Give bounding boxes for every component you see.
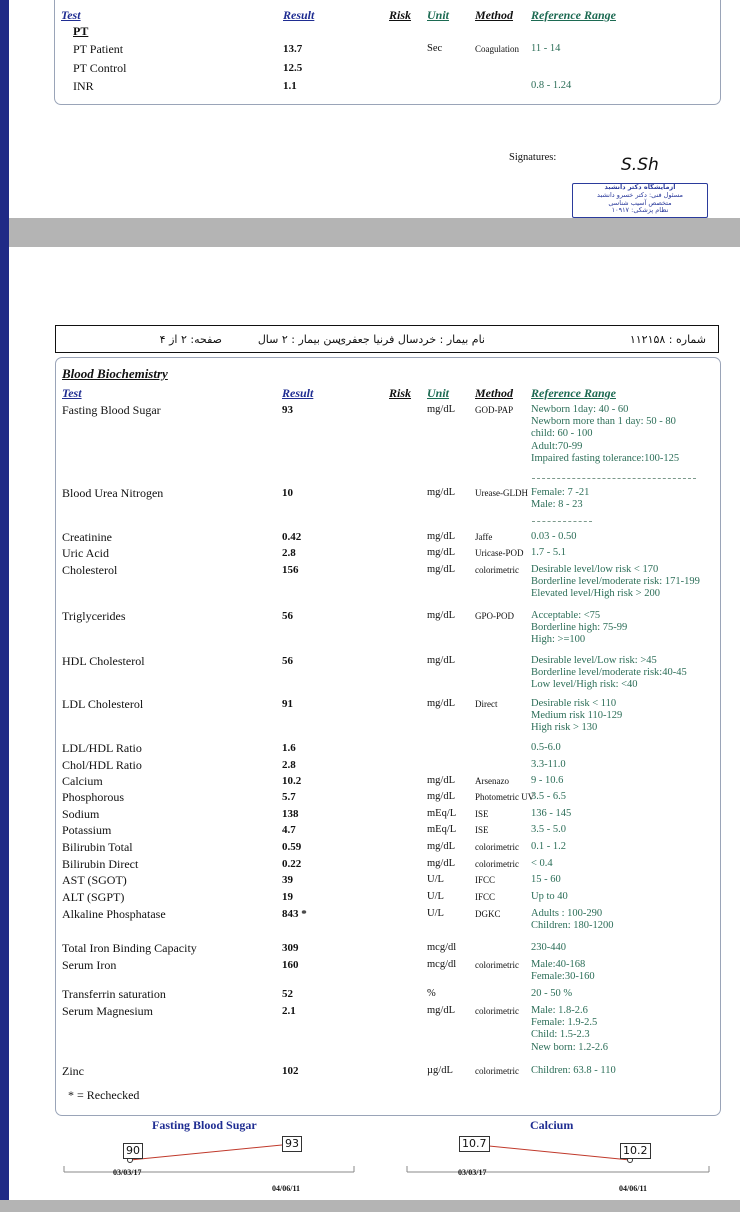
test-reference-line: Male:40-168 <box>531 959 586 970</box>
test-unit: mg/dL <box>427 655 455 666</box>
trend-line <box>130 1144 292 1160</box>
test-method: colorimetric <box>475 565 519 575</box>
test-unit: mg/dL <box>427 404 455 415</box>
test-unit: mg/dL <box>427 1005 455 1016</box>
test-result: 1.1 <box>283 80 297 92</box>
test-reference-line: Children: 63.8 - 110 <box>531 1065 616 1076</box>
trend-value-label: 10.2 <box>620 1143 651 1159</box>
col-unit-header: Unit <box>427 8 450 22</box>
col-result-header: Result <box>282 386 314 400</box>
test-name: Fasting Blood Sugar <box>62 403 161 417</box>
test-method: IFCC <box>475 875 496 885</box>
test-reference-line: Male: 1.8-2.6 <box>531 1005 588 1016</box>
test-result: 91 <box>282 698 293 710</box>
test-result: 2.8 <box>282 759 296 771</box>
col-risk-header: Risk <box>389 8 412 22</box>
window-left-border <box>0 0 9 1200</box>
test-reference-line: High: >=100 <box>531 634 586 646</box>
test-unit: mg/dL <box>427 531 455 542</box>
trend-title-calcium: Calcium <box>530 1118 574 1132</box>
col-test-header: Test <box>61 8 81 22</box>
test-method: colorimetric <box>475 842 519 852</box>
test-reference-line: Acceptable: <75 <box>531 610 601 621</box>
test-method: colorimetric <box>475 960 519 970</box>
test-name: Cholesterol <box>62 563 118 577</box>
test-reference-line: Child: 1.5-2.3 <box>531 1029 590 1041</box>
test-result: 10 <box>282 487 293 499</box>
signatures-label: Signatures: <box>509 152 557 163</box>
trend-title-fbs: Fasting Blood Sugar <box>152 1118 257 1132</box>
col-result-header: Result <box>283 8 315 22</box>
test-reference-line: Borderline level/moderate risk: 171-199 <box>531 576 700 588</box>
test-unit: mg/dL <box>427 547 455 558</box>
test-reference-line: Male: 8 - 23 <box>531 499 583 511</box>
col-reference-header: Reference Range <box>531 386 616 400</box>
test-result: 93 <box>282 404 293 416</box>
test-result: 56 <box>282 610 293 622</box>
test-result: 309 <box>282 942 299 954</box>
test-unit: mEq/L <box>427 808 457 819</box>
test-result: 2.1 <box>282 1005 296 1017</box>
test-method: Coagulation <box>475 44 519 54</box>
test-reference-line: Impaired fasting tolerance:100-125 <box>531 452 680 464</box>
col-reference-header: Reference Range <box>531 8 616 22</box>
test-name: Total Iron Binding Capacity <box>62 941 197 955</box>
test-result: 52 <box>282 988 293 1000</box>
test-name: Serum Iron <box>62 958 117 972</box>
test-name: Phosphorous <box>62 790 125 804</box>
test-unit: Sec <box>427 43 443 54</box>
test-unit: mcg/dl <box>427 942 457 953</box>
test-method: Direct <box>475 699 498 709</box>
test-reference-line: Elevated level/High risk > 200 <box>531 588 660 600</box>
test-reference-line: child: 60 - 100 <box>531 428 593 440</box>
trend-date-label: 03/03/17 <box>458 1168 487 1177</box>
test-name: LDL/HDL Ratio <box>62 741 142 755</box>
col-risk-header: Risk <box>389 386 412 400</box>
test-result: 0.22 <box>282 858 302 870</box>
report-page-1 <box>9 0 740 218</box>
test-name: Creatinine <box>62 530 112 544</box>
test-reference-line: 3.5 - 6.5 <box>531 791 566 802</box>
biochemistry-card <box>55 357 721 1116</box>
test-reference-line: Adults : 100-290 <box>531 908 603 919</box>
test-unit: mcg/dl <box>427 959 457 970</box>
test-result: 39 <box>282 874 293 886</box>
test-reference-line: Female: 7 -21 <box>531 487 590 498</box>
test-result: 156 <box>282 564 299 576</box>
test-name: Sodium <box>62 807 100 821</box>
test-name: INR <box>73 79 94 93</box>
test-unit: mg/dL <box>427 698 455 709</box>
test-reference-line: Newborn more than 1 day: 50 - 80 <box>531 416 676 428</box>
test-method: IFCC <box>475 892 496 902</box>
test-reference-line: Desirable level/Low risk: >45 <box>531 655 657 666</box>
test-name: Transferrin saturation <box>62 987 166 1001</box>
test-result: 4.7 <box>282 824 296 836</box>
report-number: شماره : ۱۱۲۱۵۸ <box>629 333 706 346</box>
test-method: DGKC <box>475 909 501 919</box>
coagulation-card <box>54 0 721 105</box>
page-number: صفحه: ۲ از ۴ <box>159 333 222 346</box>
test-method: colorimetric <box>475 1006 519 1016</box>
test-name: Zinc <box>62 1064 84 1078</box>
test-name: Bilirubin Direct <box>62 857 139 871</box>
test-name: PT Patient <box>73 42 124 56</box>
trend-line <box>469 1144 630 1160</box>
test-reference-line: Low level/High risk: <40 <box>531 679 638 691</box>
test-result: 1.6 <box>282 742 296 754</box>
test-reference-line: 3.3-11.0 <box>531 759 566 770</box>
test-method: Jaffe <box>475 532 493 542</box>
test-method: ISE <box>475 809 489 819</box>
test-result: 843 * <box>282 908 307 920</box>
test-reference-line: Adult:70-99 <box>531 440 583 452</box>
test-name: Potassium <box>62 823 112 837</box>
test-method: ISE <box>475 825 489 835</box>
test-reference-line: 20 - 50 % <box>531 988 573 999</box>
lab-stamp: آزمایشگاه دکتر دانشبد مسئول فنی: دکتر خسرو دانشبد متخصص آسیب شناسی نظام پزشکی: ۱۰۹۱۷ <box>572 183 708 218</box>
test-unit: U/L <box>427 908 444 919</box>
test-reference-line: 3.5 - 5.0 <box>531 824 566 835</box>
test-result: 2.8 <box>282 547 296 559</box>
test-result: 0.59 <box>282 841 302 853</box>
test-unit: U/L <box>427 874 444 885</box>
test-unit: mg/dL <box>427 564 455 575</box>
test-name: AST (SGOT) <box>62 873 127 887</box>
test-reference: 11 - 14 <box>531 43 561 54</box>
test-name: Chol/HDL Ratio <box>62 758 142 772</box>
test-name: Bilirubin Total <box>62 840 133 854</box>
test-reference-line: 136 - 145 <box>531 808 572 819</box>
footnote: * = Rechecked <box>68 1088 140 1102</box>
test-unit: mg/dL <box>427 487 455 498</box>
test-result: 12.5 <box>283 62 303 74</box>
test-method: Photometric UV <box>475 792 535 802</box>
test-reference-line: Borderline high: 75-99 <box>531 622 628 634</box>
col-method-header: Method <box>475 8 514 22</box>
test-reference-line: Up to 40 <box>531 891 568 902</box>
test-unit: % <box>427 988 436 999</box>
test-result: 0.42 <box>282 531 302 543</box>
test-method: Arsenazo <box>475 776 509 786</box>
test-unit: mg/dL <box>427 858 455 869</box>
test-reference-line: Desirable risk < 110 <box>531 698 617 709</box>
test-unit: mEq/L <box>427 824 457 835</box>
test-reference-line: 15 - 60 <box>531 874 561 885</box>
col-method-header: Method <box>475 386 514 400</box>
test-name: Blood Urea Nitrogen <box>62 486 164 500</box>
test-reference-line: 9 - 10.6 <box>531 775 564 786</box>
test-method: GOD-PAP <box>475 405 514 415</box>
trend-value-label: 10.7 <box>459 1136 490 1152</box>
test-reference-line: < 0.4 <box>531 858 553 869</box>
test-name: Triglycerides <box>62 609 126 623</box>
test-reference-line: Medium risk 110-129 <box>531 710 623 722</box>
test-unit: µg/dL <box>427 1065 453 1076</box>
patient-info-bar <box>55 325 719 353</box>
test-reference-line: Desirable level/low risk < 170 <box>531 564 659 575</box>
test-reference-line: Children: 180-1200 <box>531 920 614 932</box>
test-unit: mg/dL <box>427 791 455 802</box>
test-unit: mg/dL <box>427 610 455 621</box>
test-result: 5.7 <box>282 791 296 803</box>
ref-divider <box>532 478 696 479</box>
test-reference-line: 0.1 - 1.2 <box>531 841 566 852</box>
trend-value-label: 93 <box>282 1136 302 1152</box>
test-method: colorimetric <box>475 859 519 869</box>
test-reference-line: Female:30-160 <box>531 971 595 983</box>
signature: S.Sh <box>621 155 659 175</box>
test-name: LDL Cholesterol <box>62 697 144 711</box>
group-label-pt: PT <box>73 24 89 38</box>
test-reference: 0.8 - 1.24 <box>531 80 572 91</box>
test-method: Uricase-POD <box>475 548 524 558</box>
test-reference-line: Female: 1.9-2.5 <box>531 1017 598 1029</box>
test-unit: mg/dL <box>427 841 455 852</box>
test-result: 13.7 <box>283 43 303 55</box>
test-reference-line: New born: 1.2-2.6 <box>531 1041 608 1053</box>
test-name: Calcium <box>62 774 103 788</box>
test-method: colorimetric <box>475 1066 519 1076</box>
trend-date-label: 04/06/11 <box>619 1184 648 1193</box>
test-result: 138 <box>282 808 299 820</box>
trend-date-label: 04/06/11 <box>272 1184 301 1193</box>
trend-value-label: 90 <box>123 1143 143 1159</box>
test-result: 56 <box>282 655 293 667</box>
test-name: ALT (SGPT) <box>62 890 125 904</box>
test-name: HDL Cholesterol <box>62 654 145 668</box>
col-unit-header: Unit <box>427 386 450 400</box>
ref-divider <box>532 521 592 522</box>
test-reference-line: Borderline level/moderate risk:40-45 <box>531 667 687 679</box>
test-method: Urease-GLDH <box>475 488 528 498</box>
test-reference-line: 0.03 - 0.50 <box>531 531 577 542</box>
patient-name: نام بیمار : خردسال فرنیا جعفری <box>337 333 485 346</box>
test-reference-line: 230-440 <box>531 942 566 953</box>
section-title: Blood Biochemistry <box>62 366 168 381</box>
test-reference-line: 0.5-6.0 <box>531 742 561 753</box>
test-name: Uric Acid <box>62 546 109 560</box>
patient-age: سن بیمار : ۲ سال <box>257 333 341 346</box>
test-method: GPO-POD <box>475 611 515 621</box>
test-name: PT Control <box>73 61 127 75</box>
test-unit: mg/dL <box>427 775 455 786</box>
test-result: 10.2 <box>282 775 302 787</box>
col-test-header: Test <box>62 386 82 400</box>
test-reference-line: Newborn 1day: 40 - 60 <box>531 404 629 415</box>
test-name: Alkaline Phosphatase <box>62 907 166 921</box>
test-result: 102 <box>282 1065 299 1077</box>
trend-date-label: 03/03/17 <box>113 1168 142 1177</box>
test-unit: U/L <box>427 891 444 902</box>
test-reference-line: High risk > 130 <box>531 722 598 734</box>
test-reference-line: 1.7 - 5.1 <box>531 547 566 558</box>
test-result: 160 <box>282 959 299 971</box>
report-page-2 <box>9 247 740 1200</box>
test-name: Serum Magnesium <box>62 1004 153 1018</box>
test-result: 19 <box>282 891 293 903</box>
